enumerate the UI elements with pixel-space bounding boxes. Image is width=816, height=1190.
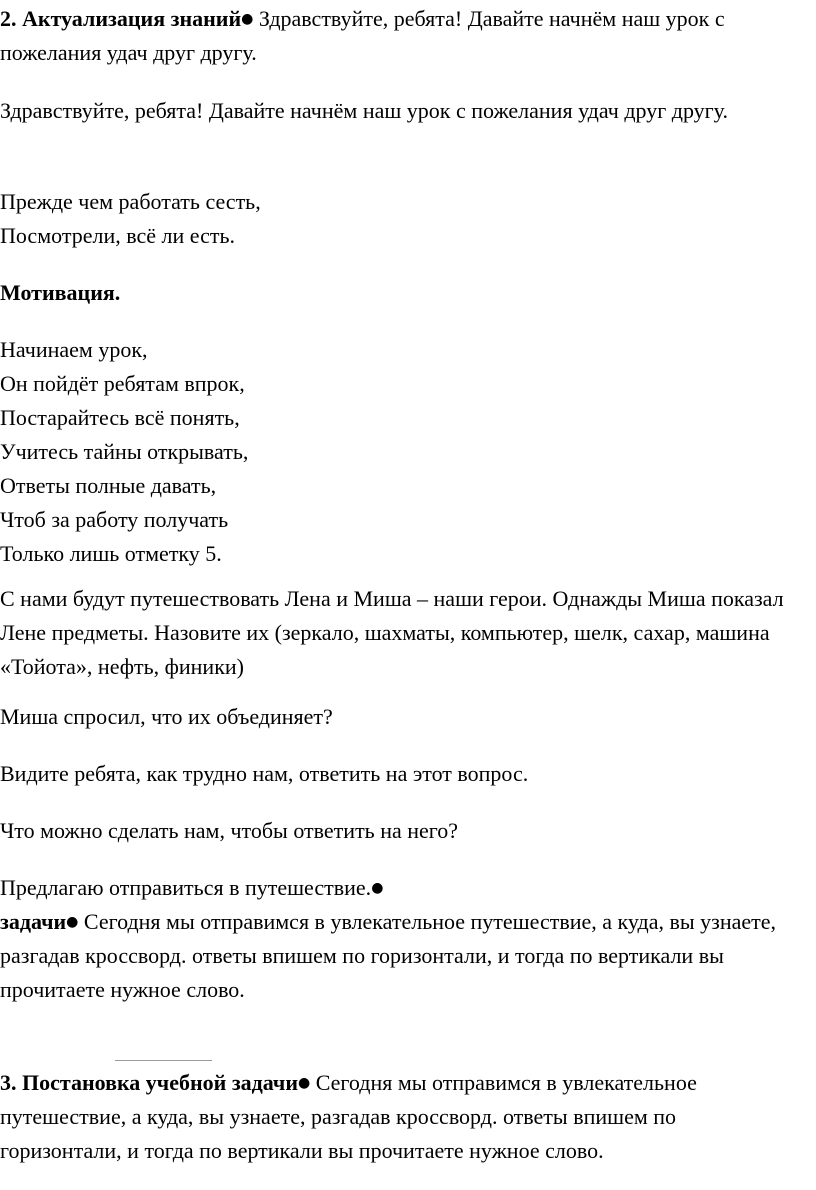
horizontal-rule [115, 1060, 212, 1061]
question-paragraph: Миша спросил, что их объединяет? [0, 704, 333, 729]
poem-line: Чтоб за работу получать [0, 507, 229, 532]
journey-text: Предлагаю отправиться в путешествие. [0, 875, 372, 900]
section-3-text: Сегодня мы отправимся в увлекательное путешествие, а куда, вы узнаете, разгадав кроссворд. ответы впишем по горизонтали, и тогда по вертикали вы прочитаете нужное слово. [0, 1070, 697, 1163]
poem-line: Ответы полные давать, [0, 473, 217, 498]
greeting-paragraph: Здравствуйте, ребята! Давайте начнём наш урок с пожелания удач друг другу. [0, 98, 728, 123]
poem-2-block [0, 333, 800, 571]
poem-line: Начинаем урок, [0, 337, 148, 362]
journey-line [0, 871, 800, 905]
section-2-paragraph [0, 2, 800, 70]
poem-line: Только лишь отметку 5. [0, 541, 222, 566]
poem-line: Учитесь тайны открывать, [0, 439, 249, 464]
task-label: задачи [0, 909, 67, 934]
poem-line: Посмотрели, всё ли есть. [0, 223, 235, 248]
journey-block [0, 871, 800, 1007]
motivation-heading: Мотивация. [0, 280, 121, 305]
poem-1-block [0, 185, 800, 253]
section-2-heading: 2. Актуализация знаний [0, 6, 242, 31]
question-3-block [0, 814, 800, 848]
greeting-block [0, 94, 800, 128]
section-3-heading: 3. Постановка учебной задачи [0, 1070, 298, 1095]
poem-line: Прежде чем работать сесть, [0, 189, 261, 214]
bullet-icon: ● [371, 880, 384, 896]
section-2-block [0, 2, 800, 70]
question-1-block [0, 700, 800, 734]
task-paragraph [0, 905, 800, 1007]
section-2-intro: Здравствуйте, ребята! Давайте начнём наш урок с пожелания удач друг другу. [0, 6, 725, 65]
section-3-block [0, 1066, 800, 1168]
bullet-icon: ● [298, 1075, 311, 1091]
motivation-block [0, 276, 800, 310]
question-paragraph: Что можно сделать нам, чтобы ответить на него? [0, 818, 459, 843]
bullet-icon: ● [66, 914, 79, 930]
poem-line: Он пойдёт ребятам впрок, [0, 371, 245, 396]
task-text: Сегодня мы отправимся в увлекательное путешествие, а куда, вы узнаете, разгадав кроссворд. ответы впишем по горизонтали, и тогда по вертикали вы прочитаете нужное слово. [0, 909, 776, 1002]
heroes-paragraph: С нами будут путешествовать Лена и Миша – наши герои. Однажды Миша показал Лене предметы. Назовите их (зеркало, шахматы, компьютер, шелк, сахар, машина «Тойота», нефть, финики) [0, 586, 784, 679]
heroes-block [0, 582, 800, 684]
poem-line: Постарайтесь всё понять, [0, 405, 240, 430]
bullet-icon: ● [241, 11, 254, 27]
question-paragraph: Видите ребята, как трудно нам, ответить на этот вопрос. [0, 761, 529, 786]
section-3-paragraph [0, 1066, 800, 1168]
question-2-block [0, 757, 800, 791]
